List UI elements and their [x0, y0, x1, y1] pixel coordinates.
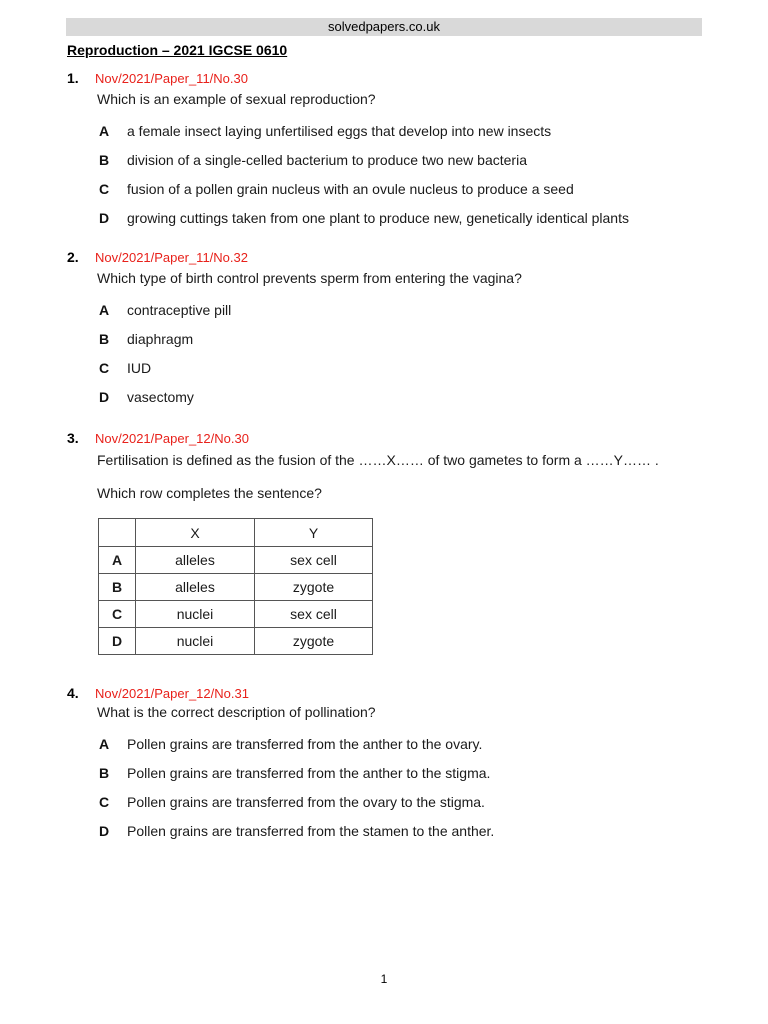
- table-cell: sex cell: [255, 547, 373, 574]
- option-text: growing cuttings taken from one plant to produce new, genetically identical plants: [127, 210, 629, 226]
- option-letter: A: [99, 123, 110, 139]
- option-text: fusion of a pollen grain nucleus with an ovule nucleus to produce a seed: [127, 181, 574, 197]
- table-cell: alleles: [136, 574, 255, 601]
- table-cell: sex cell: [255, 601, 373, 628]
- answer-table: [98, 518, 373, 655]
- option-letter: C: [99, 360, 110, 376]
- question-reference: Nov/2021/Paper_11/No.32: [95, 250, 248, 265]
- option-text: Pollen grains are transferred from the anther to the stigma.: [127, 765, 491, 781]
- question-reference: Nov/2021/Paper_12/No.30: [95, 431, 249, 446]
- question-number: 1.: [67, 70, 79, 86]
- option-letter: D: [99, 210, 110, 226]
- page-number: 1: [380, 972, 388, 986]
- question-reference: Nov/2021/Paper_11/No.30: [95, 71, 248, 86]
- option-letter: D: [99, 823, 110, 839]
- site-header-bar: solvedpapers.co.uk: [66, 18, 702, 36]
- option-letter: B: [99, 331, 110, 347]
- table-header-cell: X: [136, 519, 255, 547]
- row-letter: D: [99, 628, 136, 655]
- option-text: Pollen grains are transferred from the stamen to the anther.: [127, 823, 495, 839]
- option-text: vasectomy: [127, 389, 194, 405]
- option-text: Pollen grains are transferred from the ovary to the stigma.: [127, 794, 485, 810]
- table-cell: zygote: [255, 574, 373, 601]
- option-letter: B: [99, 152, 110, 168]
- option-letter: B: [99, 765, 110, 781]
- option-text: a female insect laying unfertilised eggs that develop into new insects: [127, 123, 552, 139]
- question-prompt: Which row completes the sentence?: [97, 485, 322, 501]
- question-reference: Nov/2021/Paper_12/No.31: [95, 686, 249, 701]
- option-text: contraceptive pill: [127, 302, 232, 318]
- option-letter: D: [99, 389, 110, 405]
- table-header-cell: Y: [255, 519, 373, 547]
- option-letter: C: [99, 794, 110, 810]
- option-letter: A: [99, 302, 110, 318]
- option-text: diaphragm: [127, 331, 194, 347]
- question-text: What is the correct description of pollination?: [97, 704, 376, 720]
- row-letter: A: [99, 547, 136, 574]
- option-text: IUD: [127, 360, 152, 376]
- table-row: [99, 574, 373, 601]
- document-title: Reproduction – 2021 IGCSE 0610: [67, 42, 288, 58]
- table-header-cell: [99, 519, 136, 547]
- table-cell: zygote: [255, 628, 373, 655]
- option-letter: C: [99, 181, 110, 197]
- row-letter: C: [99, 601, 136, 628]
- row-letter: B: [99, 574, 136, 601]
- question-number: 2.: [67, 249, 79, 265]
- option-text: Pollen grains are transferred from the anther to the ovary.: [127, 736, 483, 752]
- option-letter: A: [99, 736, 110, 752]
- question-text: Fertilisation is defined as the fusion of the ……X…… of two gametes to form a ……Y…… .: [97, 452, 659, 468]
- table-cell: nuclei: [136, 601, 255, 628]
- question-number: 4.: [67, 685, 79, 701]
- table-row: [99, 547, 373, 574]
- question-number: 3.: [67, 430, 79, 446]
- table-row: [99, 628, 373, 655]
- question-text: Which type of birth control prevents sperm from entering the vagina?: [97, 270, 522, 286]
- table-cell: nuclei: [136, 628, 255, 655]
- table-header-row: [99, 519, 373, 547]
- table-cell: alleles: [136, 547, 255, 574]
- option-text: division of a single-celled bacterium to produce two new bacteria: [127, 152, 527, 168]
- table-row: [99, 601, 373, 628]
- question-text: Which is an example of sexual reproduction?: [97, 91, 376, 107]
